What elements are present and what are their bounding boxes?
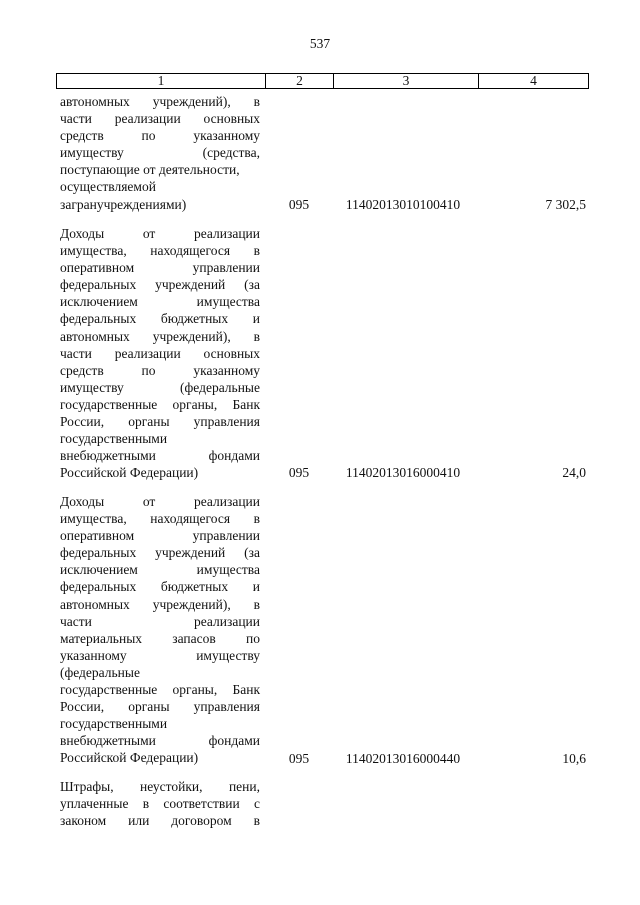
description-line: исключением имущества [60, 562, 260, 578]
description-line: государственными [60, 716, 168, 732]
income-description [60, 225, 260, 481]
amount-cell: 7 302,5 [545, 196, 586, 212]
description-line: автономных учреждений), в [60, 328, 260, 344]
description-line: материальных запасов по [60, 630, 260, 646]
description-line: государственными [60, 431, 168, 447]
description-line: государственные органы, Банк [60, 396, 260, 412]
admin-code-cell: 095 [288, 465, 310, 481]
description-line: оперативном управлении [60, 528, 260, 544]
description-line: федеральных учреждений (за [60, 277, 260, 293]
description-line: России, органы управления [60, 414, 260, 430]
income-description [60, 493, 260, 767]
description-line: имущества, находящегося в [60, 243, 260, 259]
description-line: Штрафы, неустойки, пени, [60, 779, 260, 794]
description-line: имуществу (средства, [60, 145, 260, 161]
description-line: Доходы от реализации [60, 226, 260, 241]
description-line: Доходы от реализации [60, 494, 260, 509]
column-header-row [57, 74, 589, 89]
description-line: указанному имуществу [60, 647, 260, 663]
description-line: имуществу (федеральные [60, 379, 260, 395]
column-header-3: 3 [334, 74, 479, 89]
description-line: федеральных бюджетных и [60, 311, 260, 327]
description-line: уплаченные в соответствии с [60, 796, 260, 812]
budget-code-cell: 11402013010100410 [345, 196, 461, 212]
description-line: автономных учреждений), в [60, 596, 260, 612]
description-line: федеральных учреждений (за [60, 545, 260, 561]
budget-code-cell: 11402013016000410 [345, 465, 461, 481]
description-line: Российской Федерации) [60, 750, 199, 766]
description-line: исключением имущества [60, 294, 260, 310]
column-header-2: 2 [266, 74, 334, 89]
amount-cell: 10,6 [562, 750, 586, 766]
description-line: средств по указанному [60, 362, 260, 378]
admin-code-cell: 095 [288, 750, 310, 766]
description-line: части реализации основных [60, 111, 260, 127]
description-line: России, органы управления [60, 699, 260, 715]
description-line: внебюджетными фондами [60, 448, 260, 464]
description-line: загранучреждениями) [60, 196, 187, 212]
column-header-table [56, 73, 589, 89]
description-line: (федеральные [60, 664, 140, 680]
description-line: имущества, находящегося в [60, 511, 260, 527]
description-line: законом или договором в [60, 813, 260, 829]
column-header-1: 1 [57, 74, 266, 89]
description-line: части реализации основных [60, 345, 260, 361]
description-line: средств по указанному [60, 128, 260, 144]
description-line: поступающие от деятельности, [60, 162, 240, 178]
income-description [60, 93, 260, 213]
amount-cell: 24,0 [562, 465, 586, 481]
income-description [60, 778, 260, 829]
description-line: автономных учреждений), в [60, 94, 260, 109]
budget-code-cell: 11402013016000440 [345, 750, 461, 766]
description-line: внебюджетными фондами [60, 733, 260, 749]
admin-code-cell: 095 [288, 196, 310, 212]
description-line: осуществляемой [60, 179, 156, 195]
description-line: оперативном управлении [60, 260, 260, 276]
description-line: Российской Федерации) [60, 465, 199, 481]
description-line: части реализации [60, 613, 260, 629]
column-header-4: 4 [479, 74, 589, 89]
description-line: государственные органы, Банк [60, 682, 260, 698]
description-line: федеральных бюджетных и [60, 579, 260, 595]
page-number: 537 [309, 36, 331, 51]
